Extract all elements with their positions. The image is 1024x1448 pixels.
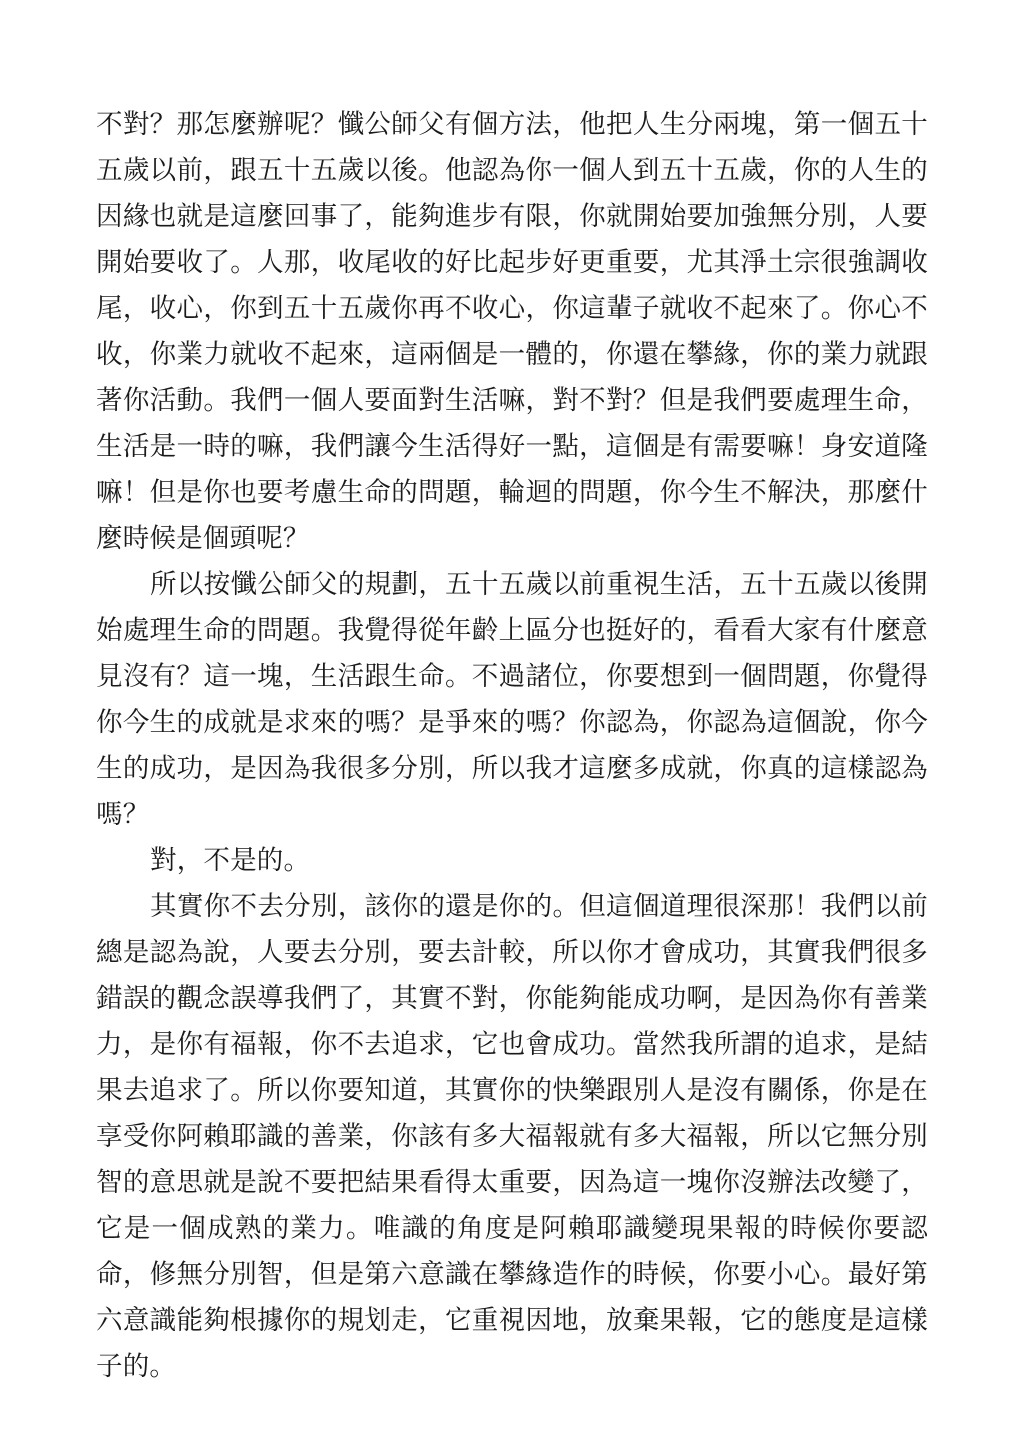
paragraph: 不對？那怎麼辦呢？懺公師父有個方法，他把人生分兩塊，第一個五十五歲以前，跟五十五歲以後。他認為你一個人到五十五歲，你的人生的因緣也就是這麼回事了，能夠進步有限，你就開始要加強無分別，人要開始要收了。人那，收尾收的好比起步好更重要，尤其淨土宗很強調收尾，收心，你到五十五歲你再不收心，你這輩子就收不起來了。你心不收，你業力就收不起來，這兩個是一體的，你還在攀緣，你的業力就跟著你活動。我們一個人要面對生活嘛，對不對？但是我們要處理生命，生活是一時的嘛，我們讓今生活得好一點，這個是有需要嘛！身安道隆嘛！但是你也要考慮生命的問題，輪迴的問題，你今生不解決，那麼什麼時候是個頭呢？ bbox=[96, 109, 928, 554]
paragraph: 所以按懺公師父的規劃，五十五歲以前重視生活，五十五歲以後開始處理生命的問題。我覺得從年齡上區分也挺好的，看看大家有什麼意見沒有？這一塊，生活跟生命。不過諸位，你要想到一個問題，你覺得你今生的成就是求來的嗎？是爭來的嗎？你認為，你認為這個說，你今生的成功，是因為我很多分別，所以我才這麼多成就，你真的這樣認為嗎？ bbox=[96, 569, 928, 830]
document-page bbox=[96, 102, 928, 1390]
paragraph: 其實你不去分別，該你的還是你的。但這個道理很深那！我們以前總是認為說，人要去分別，要去計較，所以你才會成功，其實我們很多錯誤的觀念誤導我們了，其實不對，你能夠能成功啊，是因為你有善業力，是你有福報，你不去追求，它也會成功。當然我所謂的追求，是結果去追求了。所以你要知道，其實你的快樂跟別人是沒有關係，你是在享受你阿賴耶識的善業，你該有多大福報就有多大福報，所以它無分別智的意思就是說不要把結果看得太重要，因為這一塊你沒辦法改變了，它是一個成熟的業力。唯識的角度是阿賴耶識變現果報的時候你要認命，修無分別智，但是第六意識在攀緣造作的時候，你要小心。最好第六意識能夠根據你的規划走，它重視因地，放棄果報，它的態度是這樣子的。 bbox=[96, 891, 928, 1382]
paragraph: 對，不是的。 bbox=[150, 845, 311, 876]
